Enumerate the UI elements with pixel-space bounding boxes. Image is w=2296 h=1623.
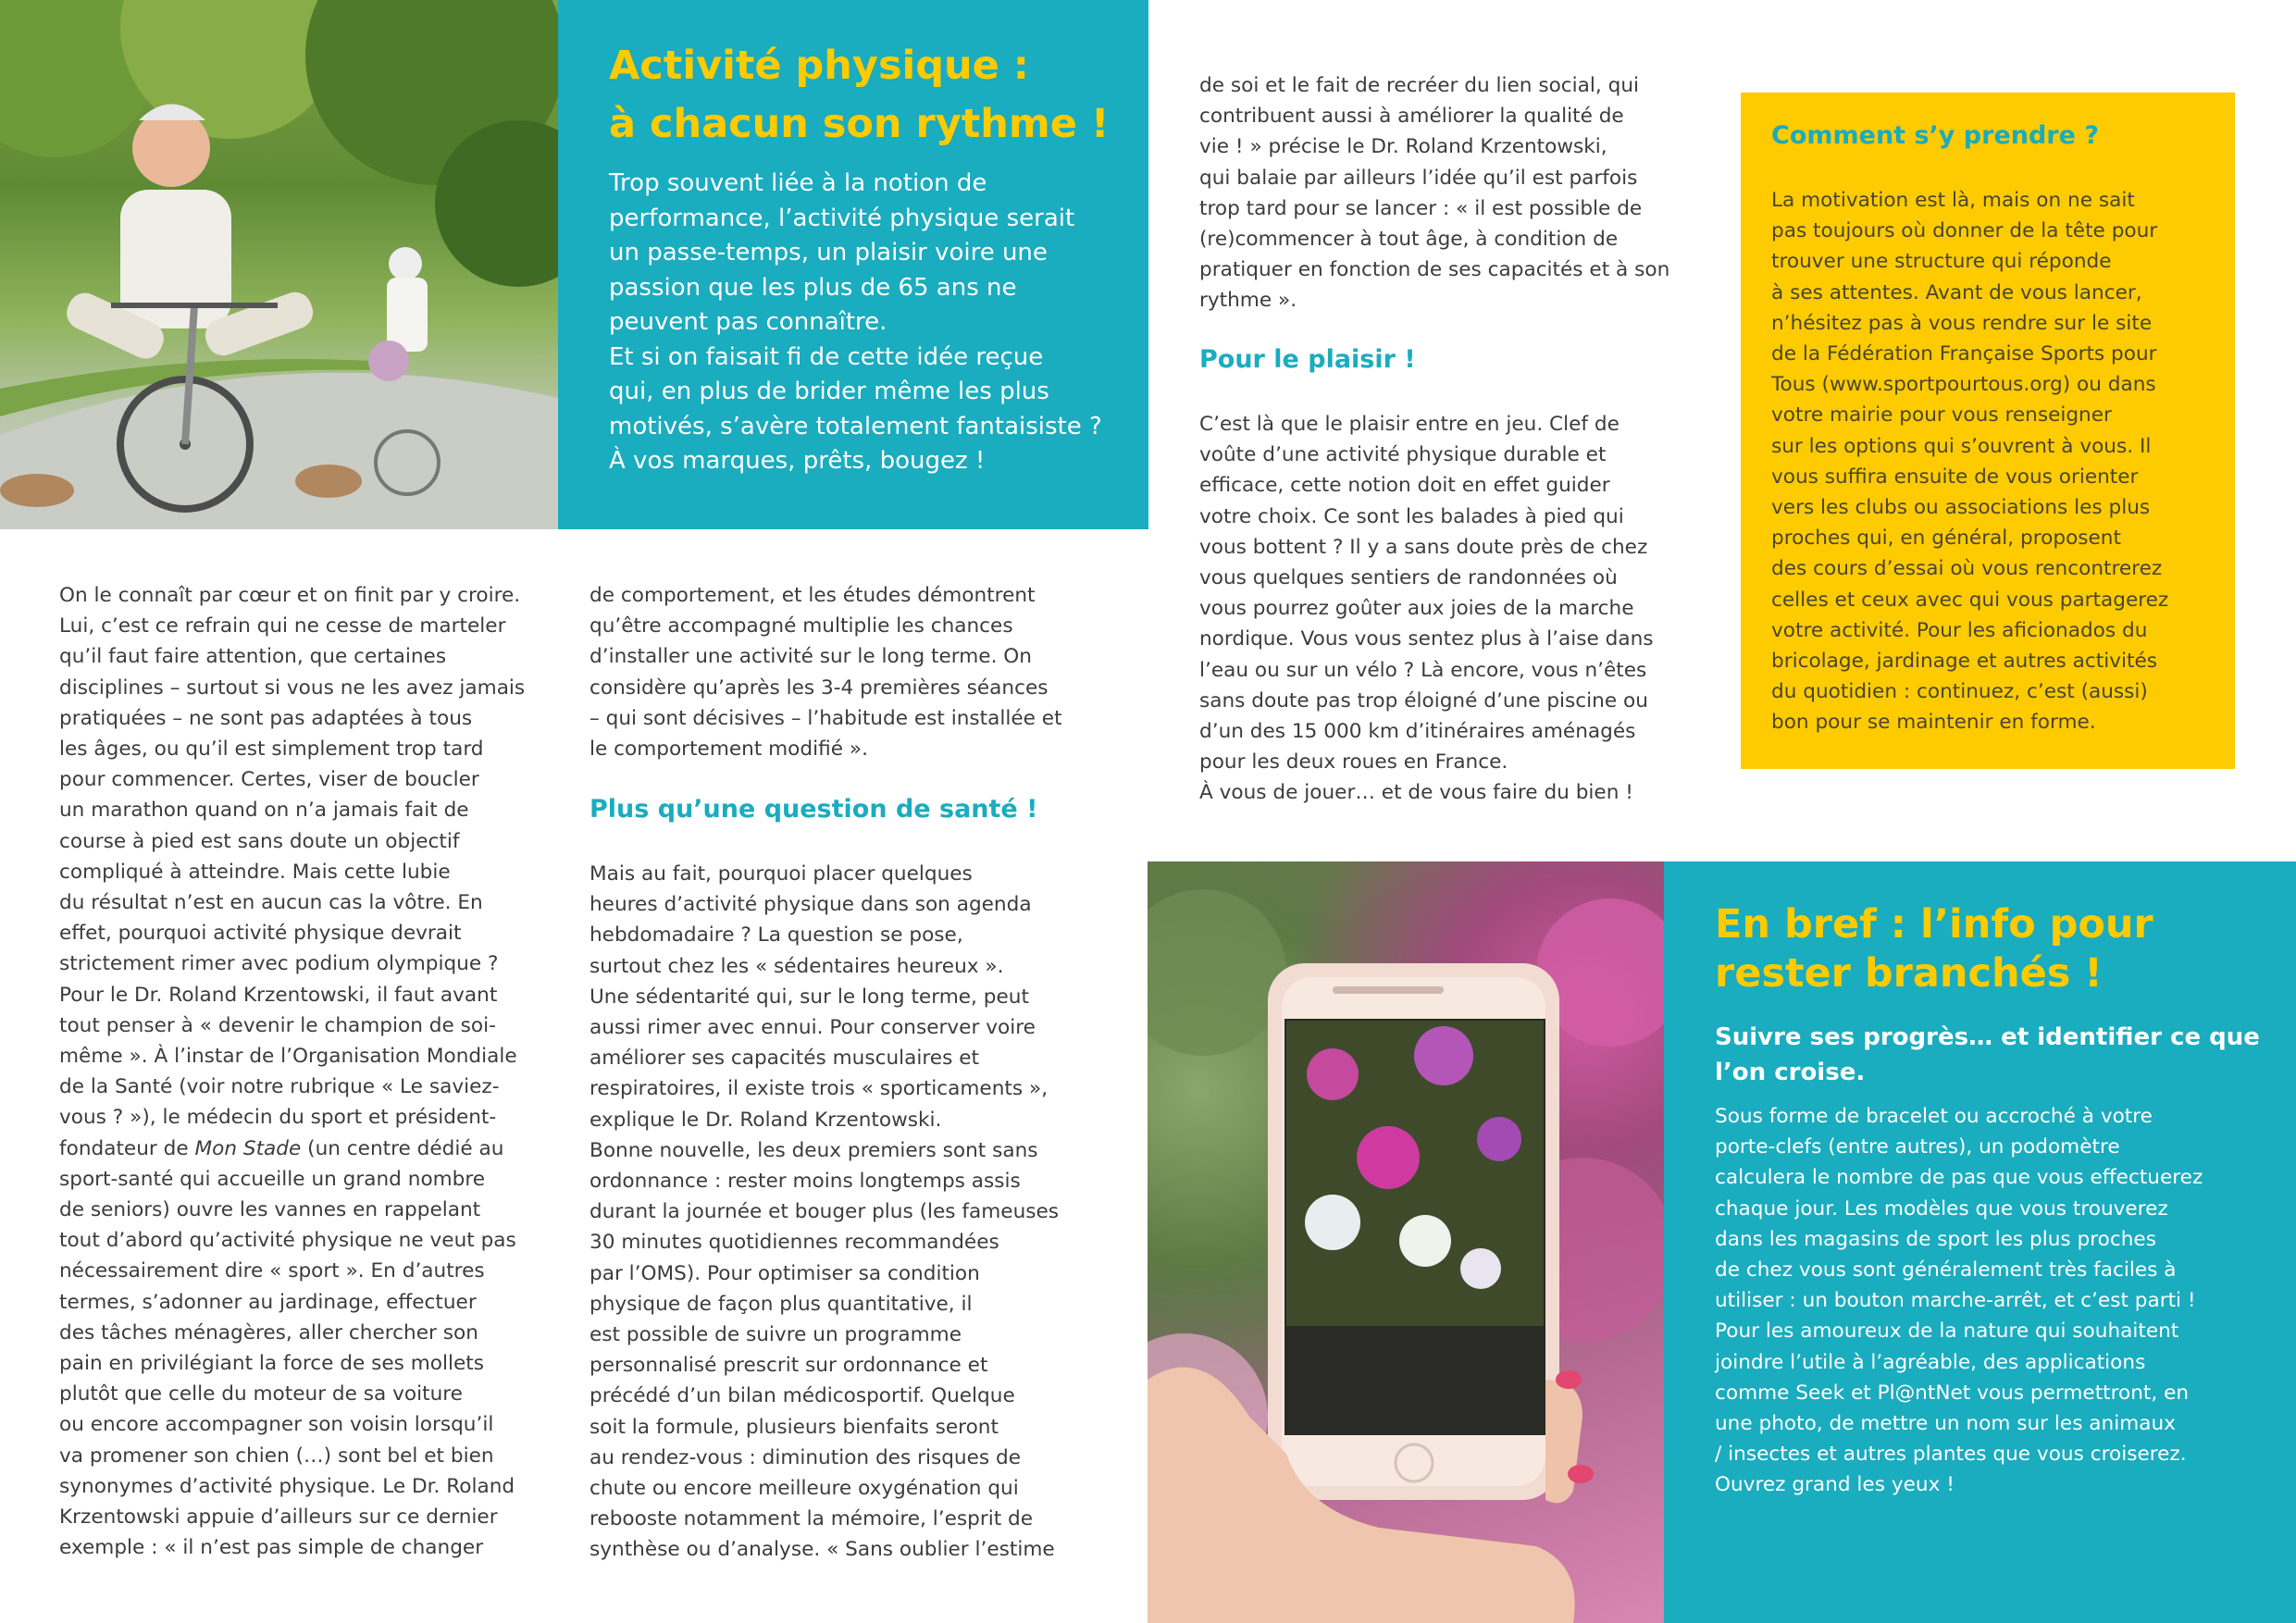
intro-line: Et si on faisait fi de cette idée reçue [609,342,1044,371]
col1-fondateur-line [59,1134,525,1164]
col3-line: sans doute pas trop éloigné d’une piscine ou [1199,688,1648,712]
col1-line: des tâches ménagères, aller chercher son [59,1320,478,1344]
col2-line: respiratoires, il existe trois « sporticaments », [590,1077,1049,1101]
en-bref-line: utiliser : un bouton marche-arrêt, et c’est parti ! [1715,1289,2196,1313]
article-column-1 [59,580,525,1564]
col3-line: C’est là que le plaisir entre en jeu. Clef de [1199,413,1620,436]
col1-line: tout d’abord qu’activité physique ne veut pas [59,1229,516,1253]
sidebar-line: celles et ceux avec qui vous partagerez [1771,588,2169,612]
col1-line: tout penser à « devenir le champion de soi- [59,1013,496,1037]
col1-line: exemple : « il n’est pas simple de changer [59,1536,484,1560]
col2-line: – qui sont décisives – l’habitude est installée et [590,706,1062,730]
intro-text [609,167,1102,479]
col1-line: synonymes d’activité physique. Le Dr. Roland [59,1474,515,1498]
article-column-2-bottom [590,859,1059,1566]
col1-line: compliqué à atteindre. Mais cette lubie [59,860,451,884]
photo-seniors-cycling [0,0,558,529]
col3-line: voûte d’une activité physique durable et [1199,443,1607,467]
col1-line: qu’il faut faire attention, que certaines [59,645,447,669]
en-bref-line: Pour les amoureux de la nature qui souhaitent [1715,1319,2179,1344]
col2-line: rebooste notamment la mémoire, l’esprit de [590,1507,1034,1531]
intro-title-line-2: à chacun son rythme ! [609,101,1110,147]
sidebar-line: bon pour se maintenir en forme. [1771,711,2096,735]
col1-line: nécessairement dire « sport ». En d’autres [59,1259,485,1283]
seniors-cycling-illustration [0,0,558,529]
sidebar-line: vous suffira ensuite de vous orienter [1771,465,2139,489]
col3-line: votre choix. Ce sont les balades à pied qui [1199,504,1624,528]
intro-line: performance, l’activité physique serait [609,204,1075,232]
col2-line: aussi rimer avec ennui. Pour conserver voire [590,1016,1036,1040]
sidebar-line: bricolage, jardinage et autres activités [1771,650,2157,674]
col2-line: considère qu’après les 3-4 premières séances [590,675,1049,700]
col2-line: par l’OMS). Pour optimiser sa condition [590,1261,980,1285]
en-bref-line: une photo, de mettre un nom sur les animaux [1715,1412,2176,1436]
col2-line: surtout chez les « sédentaires heureux ». [590,954,1004,978]
col2-line: personnalisé prescrit sur ordonnance et [590,1354,988,1378]
col3-line: À vous de jouer… et de vous faire du bien ! [1199,781,1633,805]
col1-line: plutôt que celle du moteur de sa voiture [59,1382,463,1406]
mon-stade-name: Mon Stade [194,1136,302,1160]
col3-line: vous bottent ? Il y a sans doute près de chez [1199,535,1648,559]
en-bref-text [1715,1101,2203,1501]
intro-line: passion que les plus de 65 ans ne [609,273,1017,302]
col2-line: Une sédentarité qui, sur le long terme, peut [590,985,1029,1009]
col1-line: disciplines – surtout si vous ne les avez jamais [59,675,526,700]
col3-line: vous pourrez goûter aux joies de la marche [1199,597,1634,621]
col1-line: termes, s’adonner au jardinage, effectuer [59,1290,477,1314]
intro-line: motivés, s’avère totalement fantaisiste ? [609,412,1102,440]
sidebar-heading: Comment s’y prendre ? [1771,121,2099,150]
sidebar-line: sur les options qui s’ouvrent à vous. Il [1771,434,2152,458]
col2-line: qu’être accompagné multiplie les chances [590,614,1013,638]
intro-line: À vos marques, prêts, bougez ! [609,447,986,475]
sidebar-line: pas toujours où donner de la tête pour [1771,219,2158,243]
col1-line: strictement rimer avec podium olympique ? [59,952,499,976]
col1-line: pain en privilégiant la force de ses mollets [59,1352,485,1376]
col2-line: physique de façon plus quantitative, il [590,1292,973,1316]
photo-phone-flowers [1148,861,1664,1623]
en-bref-title-line-2: rester branchés ! [1715,950,2103,997]
col1-line: pour commencer. Certes, viser de boucler [59,768,479,792]
col1-line: pratiquées – ne sont pas adaptées à tous [59,706,473,730]
col1-line: va promener son chien (…) sont bel et bien [59,1443,494,1468]
sidebar-line: La motivation est là, mais on ne sait [1771,189,2135,212]
col3-line: qui balaie par ailleurs l’idée qu’il est parfois [1199,166,1638,190]
sidebar-line: du quotidien : continuez, c’est (aussi) [1771,680,2148,704]
col1-line: un marathon quand on n’a jamais fait de [59,799,469,823]
col1-line: du résultat n’est en aucun cas la vôtre. En [59,891,483,915]
col1-line: course à pied est sans doute un objectif [59,829,460,853]
col2-line: hebdomadaire ? La question se pose, [590,923,963,948]
col3-line: trop tard pour se lancer : « il est possible de [1199,196,1643,220]
en-bref-subtitle [1715,1020,2260,1090]
col3-line: de soi et le fait de recréer du lien social, qui [1199,74,1640,97]
col1-line: effet, pourquoi activité physique devrait [59,922,462,946]
col2-line: le comportement modifié ». [590,737,868,762]
en-bref-line: chaque jour. Les modèles que vous trouverez [1715,1196,2168,1220]
col1-line: de seniors) ouvre les vannes en rappelant [59,1198,481,1222]
sidebar-line: n’hésitez pas à vous rendre sur le site [1771,311,2153,335]
sidebar-line: à ses attentes. Avant de vous lancer, [1771,280,2142,304]
phone-flowers-illustration [1148,861,1664,1623]
col2-line: durant la journée et bouger plus (les fameuses [590,1200,1060,1224]
col2-line: de comportement, et les études démontrent [590,584,1036,607]
sidebar-line: de la Fédération Française Sports pour [1771,342,2157,366]
intro-title [609,37,1109,154]
intro-line: qui, en plus de brider même les plus [609,378,1049,405]
sidebar-line: vers les clubs ou associations les plus [1771,496,2151,520]
col3-line: pratiquer en fonction de ses capacités et à son [1199,258,1670,282]
sidebar-line: des cours d’essai où vous rencontrerez [1771,557,2163,581]
col2-line: synthèse ou d’analyse. « Sans oublier l’estime [590,1538,1055,1562]
col1-line: On le connaît par cœur et on finit par y croire. [59,584,521,607]
col2-line: 30 minutes quotidiennes recommandées [590,1231,999,1255]
col2-line: au rendez-vous : diminution des risques de [590,1445,1021,1469]
col2-line: améliorer ses capacités musculaires et [590,1047,979,1071]
col2-line: d’installer une activité sur le long terme. On [590,645,1032,669]
col2-line: Bonne nouvelle, les deux premiers sont sans [590,1138,1038,1162]
col1-line: Pour le Dr. Roland Krzentowski, il faut avant [59,983,498,1007]
sidebar-line: proches qui, en général, proposent [1771,527,2121,551]
en-bref-line: calculera le nombre de pas que vous effectuerez [1715,1166,2203,1190]
col2-line: explique le Dr. Roland Krzentowski. [590,1108,942,1132]
col2-line: heures d’activité physique dans son agenda [590,893,1032,917]
col2-line: chute ou encore meilleure oxygénation qui [590,1477,1019,1501]
col2-line: précédé d’un bilan médicosportif. Quelque [590,1384,1015,1408]
col1-line: de la Santé (voir notre rubrique « Le saviez- [59,1075,500,1099]
en-bref-line: Ouvrez grand les yeux ! [1715,1473,1955,1497]
en-bref-line: porte-clefs (entre autres), un podomètre [1715,1135,2120,1159]
col3-line: vous quelques sentiers de randonnées où [1199,566,1618,590]
heading-pour-le-plaisir: Pour le plaisir ! [1199,345,1416,374]
intro-title-line-1: Activité physique : [609,43,1029,89]
col1-line: ou encore accompagner son voisin lorsqu’il [59,1413,494,1437]
sidebar-line: trouver une structure qui réponde [1771,250,2112,274]
en-bref-line: / insectes et autres plantes que vous croiserez. [1715,1443,2187,1467]
intro-line: peuvent pas connaître. [609,308,887,336]
sidebar-line: votre mairie pour vous renseigner [1771,403,2112,427]
en-bref-line: dans les magasins de sport les plus proches [1715,1227,2156,1251]
article-column-3-bottom [1199,409,1654,809]
col3-line: pour les deux roues en France. [1199,750,1508,774]
en-bref-subtitle-line-2: l’on croise. [1715,1059,1866,1086]
article-column-3-top [1199,70,1669,316]
col1-line: sport-santé qui accueille un grand nombre [59,1167,486,1191]
col3-line: l’eau ou sur un vélo ? Là encore, vous n’êtes [1199,658,1647,682]
col3-line: efficace, cette notion doit en effet guider [1199,474,1610,498]
col1-line: Lui, c’est ce refrain qui ne cesse de marteler [59,614,506,638]
col2-line: Mais au fait, pourquoi placer quelques [590,862,973,886]
col1-line: même ». À l’instar de l’Organisation Mondiale [59,1045,517,1069]
col3-line: (re)commencer à tout âge, à condition de [1199,228,1619,252]
en-bref-line: comme Seek et Pl@ntNet vous permettront, en [1715,1381,2190,1405]
intro-line: Trop souvent liée à la notion de [609,169,987,197]
en-bref-title-line-1: En bref : l’info pour [1715,901,2153,948]
sidebar-line: votre activité. Pour les aficionados du [1771,618,2148,642]
en-bref-line: joindre l’utile à l’agréable, des applications [1715,1350,2146,1374]
col1-fondateur-pre: fondateur de [59,1136,195,1160]
article-column-2-top [590,580,1062,764]
sidebar-text [1771,185,2168,738]
col2-line: ordonnance : rester moins longtemps assis [590,1170,1021,1194]
col3-line: nordique. Vous vous sentez plus à l’aise dans [1199,627,1654,651]
col3-line: rythme ». [1199,289,1297,313]
col3-line: d’un des 15 000 km d’itinéraires aménagés [1199,720,1636,744]
col2-line: est possible de suivre un programme [590,1323,962,1347]
col1-line: Krzentowski appuie d’ailleurs sur ce dernier [59,1505,498,1530]
col3-line: vie ! » précise le Dr. Roland Krzentowski, [1199,135,1607,159]
col2-line: soit la formule, plusieurs bienfaits seront [590,1415,999,1439]
intro-line: un passe-temps, un plaisir voire une [609,239,1048,266]
col1-fondateur-post: (un centre dédié au [301,1136,504,1160]
col3-line: contribuent aussi à améliorer la qualité de [1199,105,1624,129]
en-bref-title [1715,900,2153,998]
col1-line: vous ? »), le médecin du sport et président- [59,1106,497,1130]
en-bref-line: de chez vous sont généralement très faciles à [1715,1258,2177,1282]
heading-plus-qu-une-question-de-sante: Plus qu’une question de santé ! [590,795,1038,824]
en-bref-line: Sous forme de bracelet ou accroché à votre [1715,1105,2153,1128]
col1-line: les âges, ou qu’il est simplement trop tard [59,737,484,762]
sidebar-line: Tous (www.sportpourtous.org) ou dans [1771,373,2156,397]
en-bref-subtitle-line-1: Suivre ses progrès… et identifier ce que [1715,1023,2260,1051]
